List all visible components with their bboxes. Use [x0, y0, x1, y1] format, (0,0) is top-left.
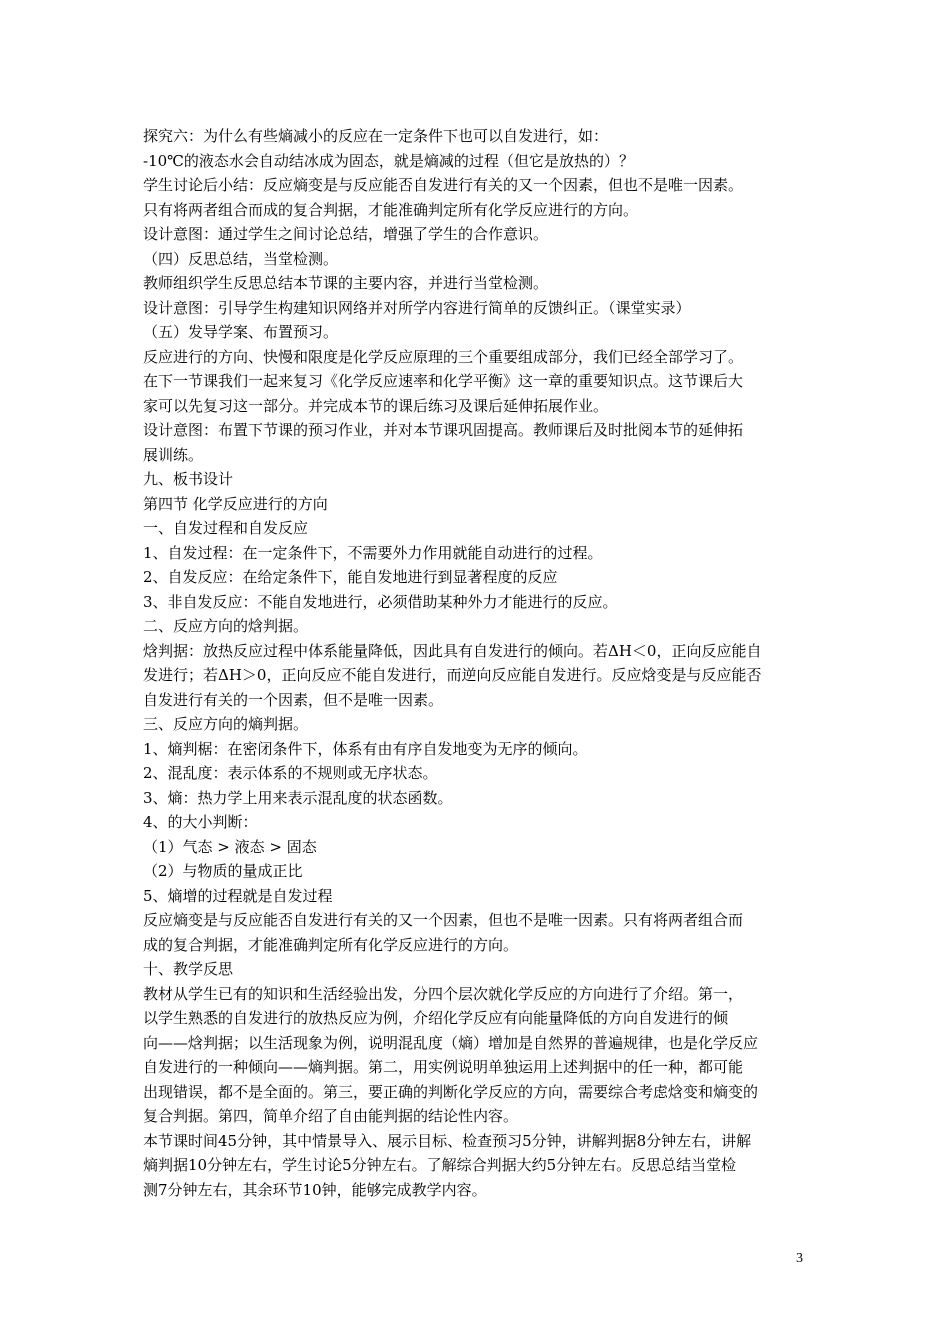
list-item: 2、自发反应：在给定条件下，能自发地进行到显著程度的反应 [143, 568, 558, 586]
list-item: 1、自发过程：在一定条件下，不需要外力作用就能自动进行的过程。 [143, 543, 603, 562]
text-line: 出现错误，都不是全面的。第三，要正确的判断化学反应的方向，需要综合考虑焓变和熵变的 [143, 1082, 759, 1101]
list-item: （2）与物质的量成正比 [143, 862, 303, 880]
text-line: 向——焓判据；以生活现象为例，说明混乱度（熵）增加是自然界的普遍规律，也是化学反应 [143, 1033, 759, 1052]
text-line: -10℃的液态水会自动结冰成为固态，就是熵减的过程（但它是放热的）？ [143, 151, 634, 170]
text-line: 成的复合判据，才能准确判定所有化学反应进行的方向。 [143, 935, 519, 954]
text-line: 展训练。 [143, 445, 204, 464]
section-heading: 一、自发过程和自发反应 [143, 519, 309, 537]
board-title: 第四节 化学反应进行的方向 [143, 494, 328, 513]
text-line: 焓判据：放热反应过程中体系能量降低，因此具有自发进行的倾向。若ΔH＜0，正向反应能自 [143, 641, 762, 660]
list-item: 3、熵：热力学上用来表示混乱度的状态函数。 [143, 788, 453, 807]
section-heading: 二、反应方向的焓判据。 [143, 617, 309, 635]
document-body [143, 124, 811, 1202]
text-line: 教师组织学生反思总结本节课的主要内容，并进行当堂检测。 [143, 274, 549, 292]
list-item: 4、的大小判断： [143, 813, 258, 831]
list-item: （1）气态 > 液态 > 固态 [143, 837, 317, 856]
text-line: 设计意图：布置下节课的预习作业，并对本节课巩固提高。教师课后及时批阅本节的延伸拓 [143, 421, 744, 439]
text-line: 探究六：为什么有些熵减小的反应在一定条件下也可以自发进行，如： [143, 127, 609, 145]
text-line: 测7分钟左右，其余环节10钟，能够完成教学内容。 [143, 1180, 487, 1199]
text-line: 设计意图：通过学生之间讨论总结，增强了学生的合作意识。 [143, 225, 549, 243]
text-line: 学生讨论后小结：反应熵变是与反应能否自发进行有关的又一个因素，但也不是唯一因素。 [143, 176, 744, 194]
text-line: 以学生熟悉的自发进行的放热反应为例，介绍化学反应有向能量降低的方向自发进行的倾 [143, 1009, 729, 1027]
section-heading: （四）反思总结，当堂检测。 [143, 249, 339, 268]
page-number: 3 [796, 1251, 803, 1266]
text-line: 反应熵变是与反应能否自发进行有关的又一个因素，但也不是唯一因素。只有将两者组合而 [143, 911, 744, 929]
text-line: 发进行；若ΔH＞0，正向反应不能自发进行，而逆向反应能自发进行。反应焓变是与反应能否 [143, 666, 762, 684]
text-line: 教材从学生已有的知识和生活经验出发，分四个层次就化学反应的方向进行了介绍。第一， [143, 984, 744, 1003]
text-line: 只有将两者组合而成的复合判据，才能准确判定所有化学反应进行的方向。 [143, 200, 639, 219]
text-line: 本节课时间45分钟，其中情景导入、展示目标、检查预习5分钟，讲解判据8分钟左右，讲解 [143, 1131, 752, 1150]
list-item: 1、熵判椐：在密闭条件下，体系有由有序自发地变为无序的倾向。 [143, 739, 588, 758]
section-heading: 三、反应方向的熵判据。 [143, 715, 309, 733]
list-item: 2、混乱度：表示体系的不规则或无序状态。 [143, 764, 438, 782]
text-line: 自发进行的一种倾向——熵判据。第二，用实例说明单独运用上述判据中的任一种，都可能 [143, 1058, 744, 1076]
list-item: 3、非自发反应：不能自发地进行，必须借助某种外力才能进行的反应。 [143, 592, 618, 611]
text-line: 家可以先复习这一部分。并完成本节的课后练习及课后延伸拓展作业。 [143, 396, 609, 415]
text-line: 反应进行的方向、快慢和限度是化学反应原理的三个重要组成部分，我们已经全部学习了。 [143, 347, 744, 366]
text-line: 复合判据。第四，简单介绍了自由能判据的结论性内容。 [143, 1107, 519, 1125]
section-heading: 九、板书设计 [143, 470, 234, 488]
text-line: 在下一节课我们一起来复习《化学反应速率和化学平衡》这一章的重要知识点。这节课后大 [143, 372, 744, 390]
text-line: 熵判据10分钟左右，学生讨论5分钟左右。了解综合判据大约5分钟左右。反思总结当堂检 [143, 1156, 737, 1174]
section-heading: 十、教学反思 [143, 960, 234, 978]
text-line: 自发进行有关的一个因素，但不是唯一因素。 [143, 690, 444, 709]
text-line: 设计意图：引导学生构建知识网络并对所学内容进行简单的反馈纠正。（课堂实录） [143, 298, 691, 317]
section-heading: （五）发导学案、布置预习。 [143, 323, 339, 341]
list-item: 5、熵增的过程就是自发过程 [143, 886, 333, 905]
